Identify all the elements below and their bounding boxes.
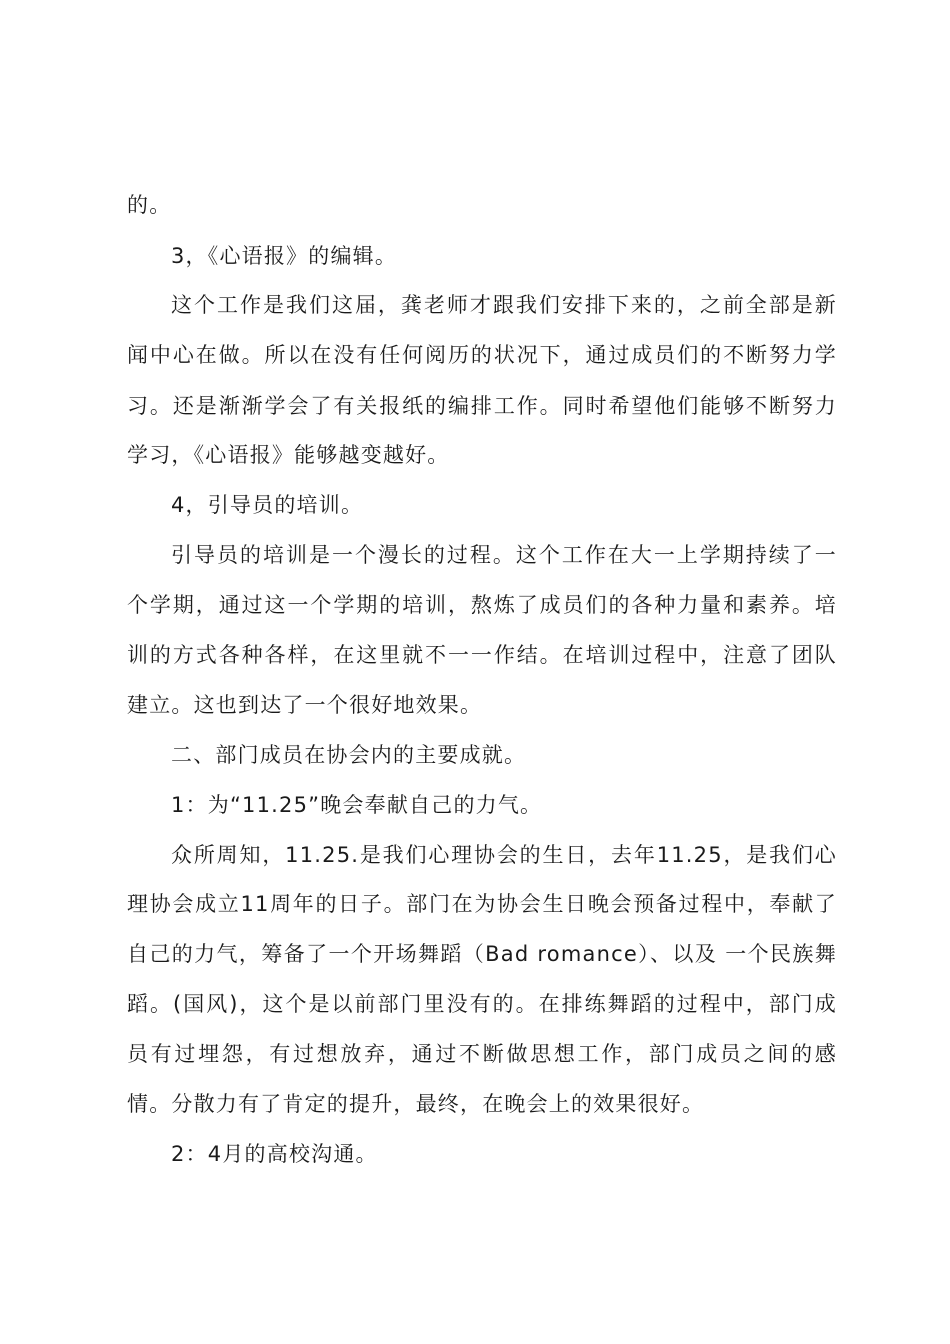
text-line: 这个工作是我们这届，龚老师才跟我们安排下来的，之前全部是新 (171, 293, 837, 317)
text-line: 自己的力气，筹备了一个开场舞蹈（Bad romance）、以及 一个民族舞 (127, 942, 837, 966)
section-heading: 4，引导员的培训。 (171, 493, 364, 517)
text-line: 闻中心在做。所以在没有任何阅历的状况下，通过成员们的不断努力学 (127, 343, 837, 367)
section-heading: 二、部门成员在协会内的主要成就。 (171, 743, 527, 767)
text-line: 建立。这也到达了一个很好地效果。 (127, 693, 483, 717)
text-line: 理协会成立11周年的日子。部门在为协会生日晚会预备过程中，奉献了 (127, 892, 837, 916)
text-line: 众所周知，11.25.是我们心理协会的生日，去年11.25，是我们心 (171, 843, 837, 867)
section-heading: 3，《心语报》的编辑。 (171, 244, 398, 268)
text-line: 情。分散力有了肯定的提升，最终，在晚会上的效果很好。 (127, 1092, 705, 1116)
text-line: 的。 (127, 193, 172, 217)
section-heading: 1：为“11.25”晚会奉献自己的力气。 (171, 793, 543, 817)
text-line: 训的方式各种各样，在这里就不一一作结。在培训过程中，注意了团队 (127, 643, 837, 667)
text-line: 员有过埋怨，有过想放弃，通过不断做思想工作，部门成员之间的感 (127, 1042, 837, 1066)
text-line: 蹈。(国风)，这个是以前部门里没有的。在排练舞蹈的过程中，部门成 (127, 992, 837, 1016)
section-heading: 2：4月的高校沟通。 (171, 1142, 378, 1166)
text-line: 学习，《心语报》能够越变越好。 (127, 443, 450, 467)
text-line: 引导员的培训是一个漫长的过程。这个工作在大一上学期持续了一 (171, 543, 837, 567)
text-line: 习。还是渐渐学会了有关报纸的编排工作。同时希望他们能够不断努力 (127, 394, 837, 418)
text-line: 个学期，通过这一个学期的培训，熬炼了成员们的各种力量和素养。培 (127, 593, 837, 617)
